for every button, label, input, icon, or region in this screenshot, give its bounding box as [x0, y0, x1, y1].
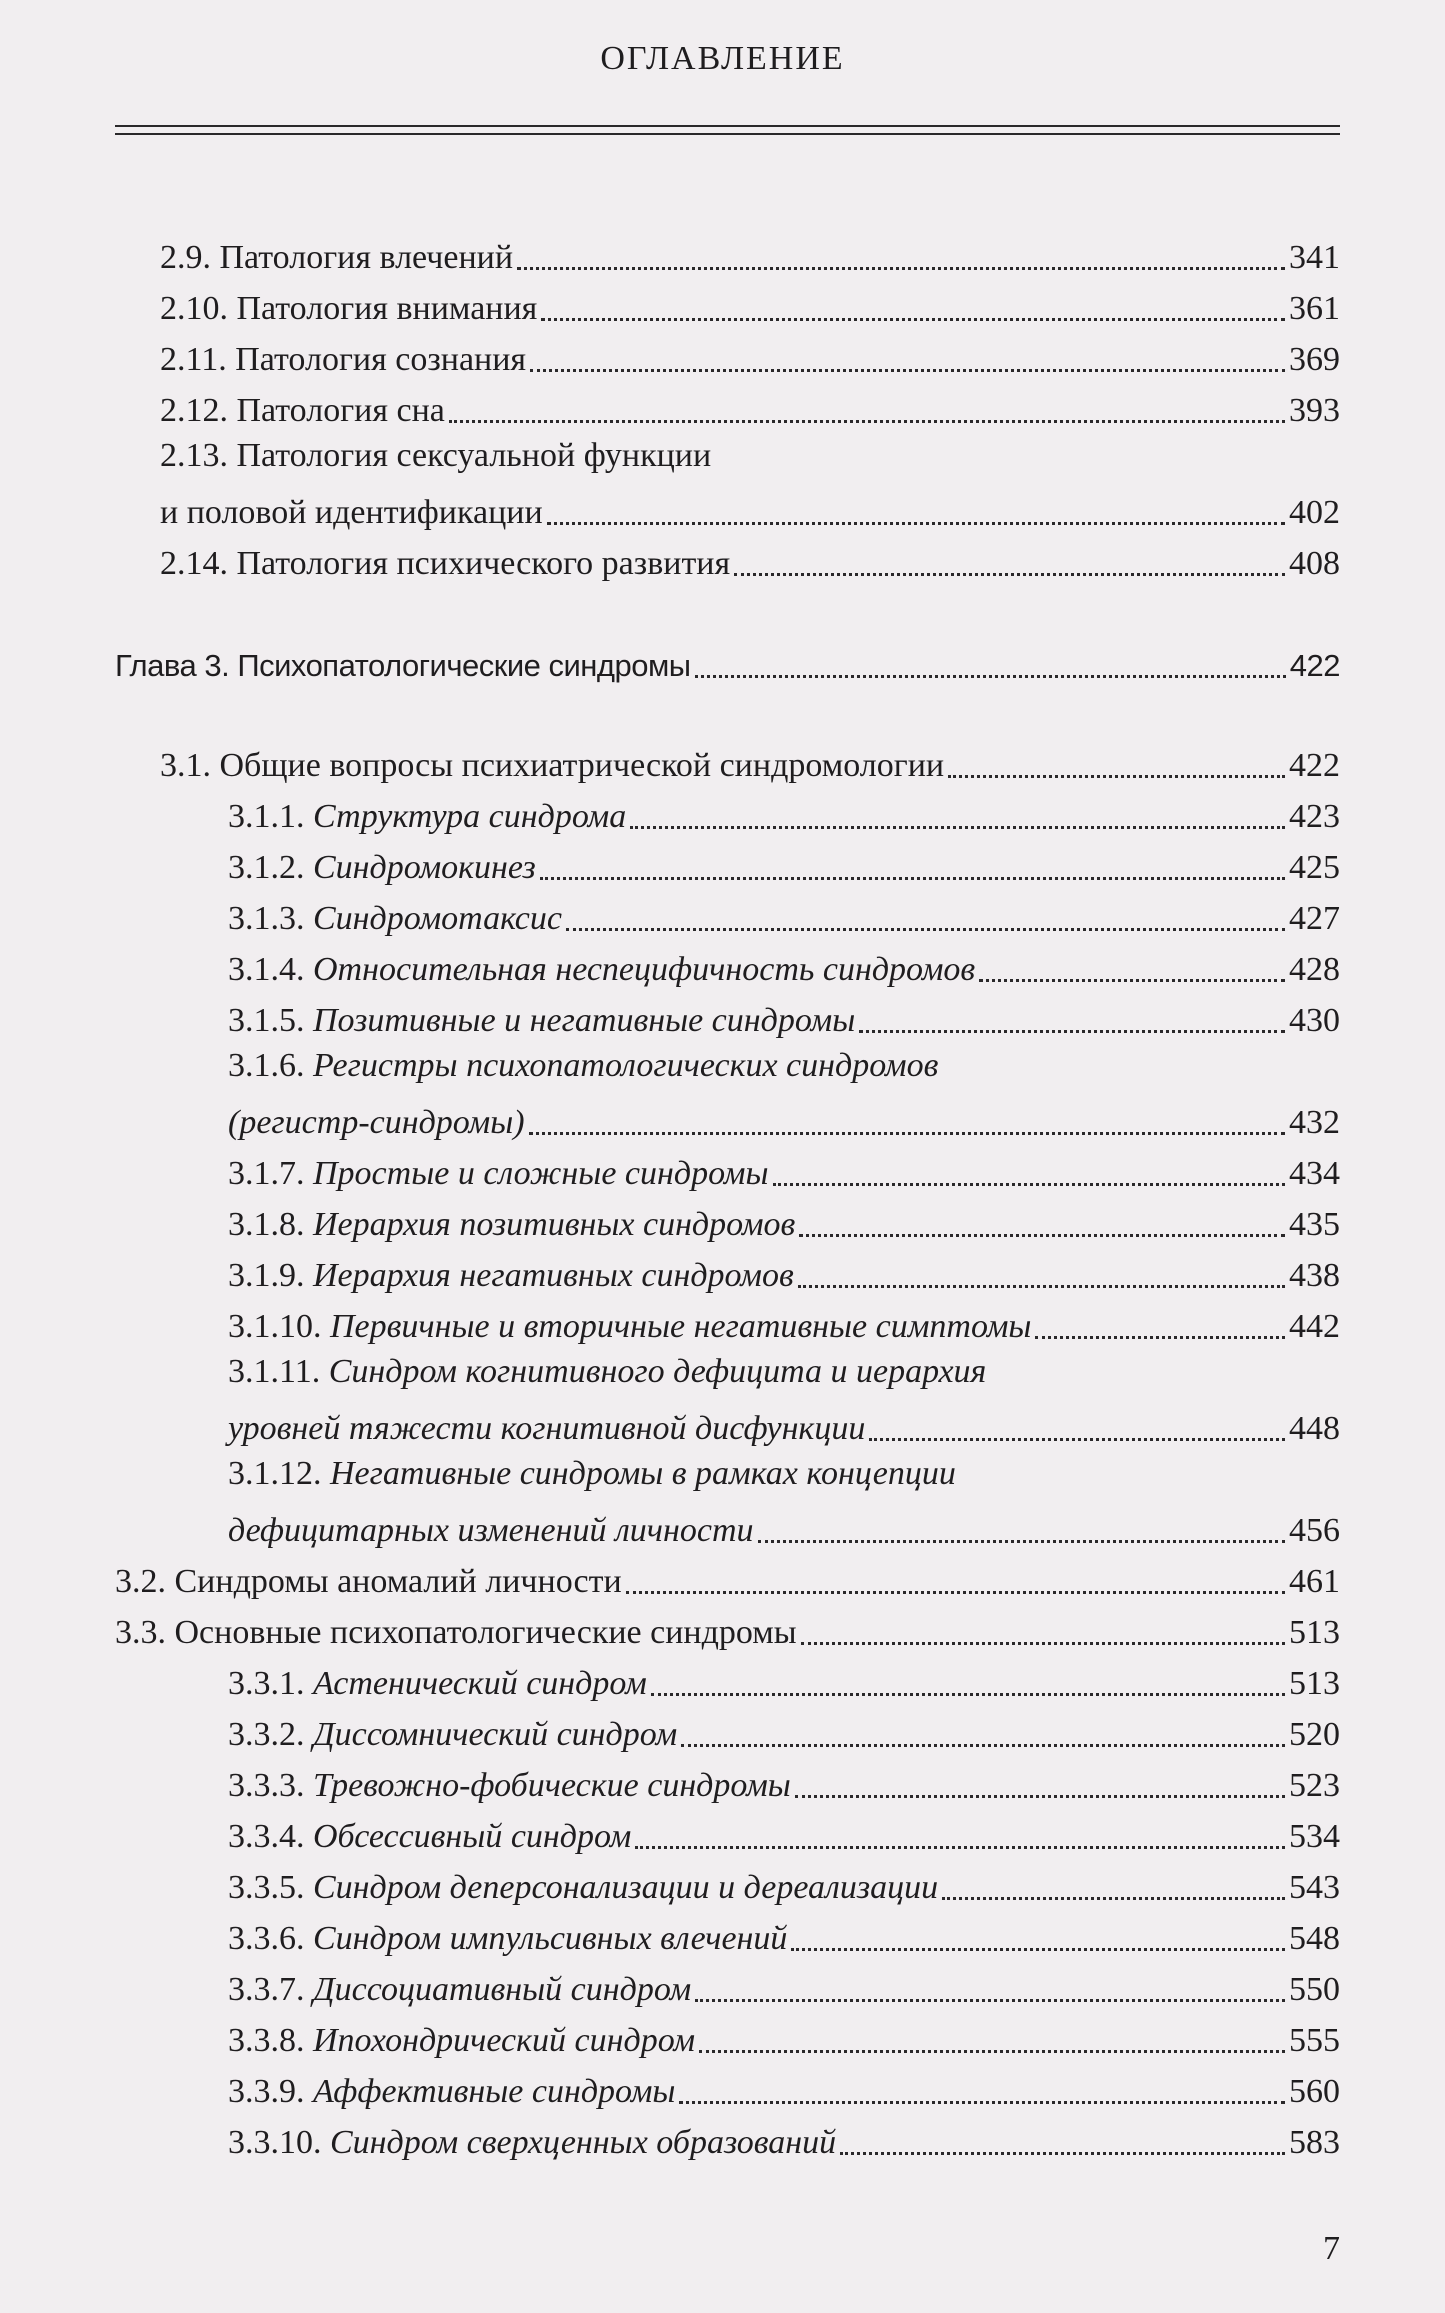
entry-page: 422: [1289, 648, 1340, 683]
leader-dots: [635, 1846, 1285, 1849]
entry-page: 456: [1289, 1512, 1340, 1549]
entry-page: 513: [1289, 1665, 1340, 1702]
entry-title: Синдромокинез: [313, 849, 536, 886]
entry-number: 3.1.3.: [228, 900, 305, 937]
entry-page: 555: [1289, 2022, 1340, 2059]
leader-dots: [734, 573, 1285, 576]
entry-page: 548: [1289, 1920, 1340, 1957]
toc-entry-3-3-4[interactable]: [228, 1811, 1340, 1857]
toc-entry-3-1[interactable]: [160, 740, 1340, 786]
entry-title: Патология сознания: [235, 341, 527, 378]
entry-title: Позитивные и негативные синдромы: [313, 1002, 856, 1039]
entry-title-cont: дефицитарных изменений личности: [228, 1512, 754, 1549]
entry-page: 369: [1289, 341, 1340, 378]
running-title: ОГЛАВЛЕНИЕ: [600, 40, 845, 77]
entry-number: 3.1.12.: [228, 1455, 322, 1492]
toc-entry-3-1-3[interactable]: [228, 893, 1340, 939]
leader-dots: [517, 267, 1285, 270]
entry-number: 2.14.: [160, 545, 228, 582]
header-rule-bottom: [115, 133, 1340, 135]
leader-dots: [679, 2101, 1285, 2104]
entry-page: 543: [1289, 1869, 1340, 1906]
entry-title: Тревожно-фобические синдромы: [313, 1767, 791, 1804]
toc-entry-3-3-3[interactable]: [228, 1760, 1340, 1806]
entry-number: 3.3.6.: [228, 1920, 305, 1957]
entry-title: Патология сна: [236, 392, 445, 429]
toc-entry-3-1-9[interactable]: [228, 1250, 1340, 1296]
toc-entry-3-1-7[interactable]: [228, 1148, 1340, 1194]
entry-page: 423: [1289, 798, 1340, 835]
leader-dots: [869, 1438, 1285, 1441]
entry-title: Патология сексуальной функции: [236, 437, 712, 474]
leader-dots: [942, 1897, 1285, 1900]
toc-entry-3-1-2[interactable]: [228, 842, 1340, 888]
toc-entry-3-1-12[interactable]: [228, 1505, 1340, 1551]
leader-dots: [695, 1999, 1285, 2002]
toc-entry-3-1-5[interactable]: [228, 995, 1340, 1041]
leader-dots: [529, 1132, 1285, 1135]
entry-number: 3.1.2.: [228, 849, 305, 886]
toc-entry-3-3-8[interactable]: [228, 2015, 1340, 2061]
entry-title: Общие вопросы психиатрической синдромологии: [219, 747, 945, 784]
leader-dots: [651, 1693, 1285, 1696]
leader-dots: [695, 675, 1286, 678]
entry-page: 438: [1289, 1257, 1340, 1294]
entry-number: 2.12.: [160, 392, 228, 429]
toc-entry-2-13-line1[interactable]: [160, 436, 711, 482]
toc-entry-3-1-11[interactable]: [228, 1403, 1340, 1449]
entry-page: 435: [1289, 1206, 1340, 1243]
entry-number: 3.1.11.: [228, 1353, 321, 1390]
leader-dots: [798, 1285, 1285, 1288]
leader-dots: [840, 2152, 1285, 2155]
entry-title: Патология психического развития: [236, 545, 731, 582]
entry-title: Синдромотаксис: [313, 900, 562, 937]
entry-title: Регистры психопатологических синдромов: [313, 1047, 939, 1084]
toc-entry-2-9[interactable]: [160, 232, 1340, 278]
toc-entry-2-11[interactable]: [160, 334, 1340, 380]
entry-page: 408: [1289, 545, 1340, 582]
toc-entry-3-1-4[interactable]: [228, 944, 1340, 990]
entry-page: 461: [1289, 1563, 1340, 1600]
entry-number: 3.3.5.: [228, 1869, 305, 1906]
entry-title: Синдромы аномалий личности: [174, 1563, 622, 1600]
toc-entry-3-1-10[interactable]: [228, 1301, 1340, 1347]
entry-number: 3.1.9.: [228, 1257, 305, 1294]
entry-page: 513: [1289, 1614, 1340, 1651]
entry-title: Диссомнический синдром: [313, 1716, 678, 1753]
entry-page: 523: [1289, 1767, 1340, 1804]
toc-entry-3-1-1[interactable]: [228, 791, 1340, 837]
entry-title: Синдром когнитивного дефицита и иерархия: [328, 1353, 987, 1390]
entry-page: 361: [1289, 290, 1340, 327]
toc-entry-3-3-10[interactable]: [228, 2117, 1340, 2163]
leader-dots: [773, 1183, 1286, 1186]
entry-title: Синдром сверхценных образований: [330, 2124, 837, 2161]
leader-dots: [626, 1591, 1285, 1594]
toc-entry-3-3[interactable]: [115, 1607, 1340, 1653]
chapter-title: Глава 3. Психопатологические синдромы: [115, 648, 691, 683]
leader-dots: [859, 1030, 1285, 1033]
entry-number: 3.1.5.: [228, 1002, 305, 1039]
entry-number: 3.2.: [115, 1563, 166, 1600]
entry-title: Иерархия позитивных синдромов: [313, 1206, 796, 1243]
leader-dots: [566, 928, 1285, 931]
toc-entry-3-3-6[interactable]: [228, 1913, 1340, 1959]
entry-number: 3.3.: [115, 1614, 166, 1651]
toc-entry-3-1-8[interactable]: [228, 1199, 1340, 1245]
entry-number: 2.13.: [160, 437, 228, 474]
entry-title: Первичные и вторичные негативные симптомы: [330, 1308, 1032, 1345]
leader-dots: [1035, 1336, 1285, 1339]
leader-dots: [799, 1234, 1285, 1237]
entry-number: 3.3.1.: [228, 1665, 305, 1702]
leader-dots: [979, 979, 1285, 982]
entry-number: 2.11.: [160, 341, 227, 378]
toc-entry-2-13[interactable]: [160, 487, 1340, 533]
leader-dots: [699, 2050, 1285, 2053]
leader-dots: [540, 877, 1285, 880]
entry-page: 393: [1289, 392, 1340, 429]
entry-page: 534: [1289, 1818, 1340, 1855]
leader-dots: [791, 1948, 1285, 1951]
entry-title: Синдром деперсонализации и дереализации: [313, 1869, 939, 1906]
entry-title: Простые и сложные синдромы: [313, 1155, 769, 1192]
entry-title: Астенический синдром: [313, 1665, 647, 1702]
leader-dots: [758, 1540, 1285, 1543]
entry-page: 428: [1289, 951, 1340, 988]
leader-dots: [630, 826, 1285, 829]
leader-dots: [801, 1642, 1285, 1645]
entry-title: Иерархия негативных синдромов: [313, 1257, 794, 1294]
toc-chapter-3[interactable]: [115, 640, 1340, 686]
entry-title: Синдром импульсивных влечений: [313, 1920, 788, 1957]
leader-dots: [530, 369, 1285, 372]
entry-number: 3.3.2.: [228, 1716, 305, 1753]
leader-dots: [547, 522, 1285, 525]
entry-number: 3.1.4.: [228, 951, 305, 988]
entry-title: Диссоциативный синдром: [313, 1971, 692, 2008]
entry-page: 560: [1289, 2073, 1340, 2110]
entry-number: 3.1.6.: [228, 1047, 305, 1084]
toc-entry-3-1-6[interactable]: [228, 1097, 1340, 1143]
entry-number: 2.10.: [160, 290, 228, 327]
entry-title-cont: и половой идентификации: [160, 494, 543, 531]
entry-page: 432: [1289, 1104, 1340, 1141]
toc-entry-3-3-5[interactable]: [228, 1862, 1340, 1908]
toc-entry-3-1-12-line1[interactable]: [228, 1454, 956, 1500]
entry-page: 402: [1289, 494, 1340, 531]
toc-entry-3-3-9[interactable]: [228, 2066, 1340, 2112]
entry-number: 3.3.4.: [228, 1818, 305, 1855]
entry-page: 448: [1289, 1410, 1340, 1447]
entry-number: 3.1.: [160, 747, 211, 784]
entry-title: Аффективные синдромы: [313, 2073, 676, 2110]
entry-number: 3.1.10.: [228, 1308, 322, 1345]
entry-title: Структура синдрома: [313, 798, 627, 835]
toc-entry-3-3-2[interactable]: [228, 1709, 1340, 1755]
entry-title: Относительная неспецифичность синдромов: [313, 951, 976, 988]
entry-title: Негативные синдромы в рамках концепции: [330, 1455, 956, 1492]
entry-number: 3.1.7.: [228, 1155, 305, 1192]
entry-page: 434: [1289, 1155, 1340, 1192]
entry-title: Обсессивный синдром: [313, 1818, 632, 1855]
entry-number: 3.3.3.: [228, 1767, 305, 1804]
entry-number: 3.1.1.: [228, 798, 305, 835]
entry-page: 583: [1289, 2124, 1340, 2161]
entry-number: 3.3.10.: [228, 2124, 322, 2161]
entry-page: 427: [1289, 900, 1340, 937]
entry-number: 3.3.7.: [228, 1971, 305, 2008]
entry-title: Патология влечений: [219, 239, 514, 276]
entry-title: Основные психопатологические синдромы: [174, 1614, 797, 1651]
toc-entry-3-2[interactable]: [115, 1556, 1340, 1602]
toc-entry-3-3-1[interactable]: [228, 1658, 1340, 1704]
entry-number: 3.3.9.: [228, 2073, 305, 2110]
leader-dots: [795, 1795, 1285, 1798]
leader-dots: [541, 318, 1285, 321]
toc-entry-3-3-7[interactable]: [228, 1964, 1340, 2010]
entry-title: Ипохондрический синдром: [313, 2022, 696, 2059]
entry-number: 2.9.: [160, 239, 211, 276]
toc-entry-2-14[interactable]: [160, 538, 1340, 584]
entry-page: 442: [1289, 1308, 1340, 1345]
leader-dots: [948, 775, 1285, 778]
toc-entry-2-10[interactable]: [160, 283, 1340, 329]
entry-title-cont: уровней тяжести когнитивной дисфункции: [228, 1410, 866, 1447]
entry-page: 520: [1289, 1716, 1340, 1753]
toc-entry-3-1-11-line1[interactable]: [228, 1352, 986, 1398]
entry-page: 550: [1289, 1971, 1340, 2008]
entry-page: 430: [1289, 1002, 1340, 1039]
header-rule-top: [115, 125, 1340, 127]
entry-number: 3.1.8.: [228, 1206, 305, 1243]
entry-page: 341: [1289, 239, 1340, 276]
entry-title: Патология внимания: [236, 290, 538, 327]
entry-number: 3.3.8.: [228, 2022, 305, 2059]
entry-title-cont: (регистр-синдромы): [228, 1104, 525, 1141]
toc-entry-3-1-6-line1[interactable]: [228, 1046, 938, 1092]
entry-page: 422: [1289, 747, 1340, 784]
page-number: 7: [1323, 2230, 1340, 2267]
entry-page: 425: [1289, 849, 1340, 886]
toc-entry-2-12[interactable]: [160, 385, 1340, 431]
leader-dots: [449, 420, 1285, 423]
leader-dots: [681, 1744, 1285, 1747]
